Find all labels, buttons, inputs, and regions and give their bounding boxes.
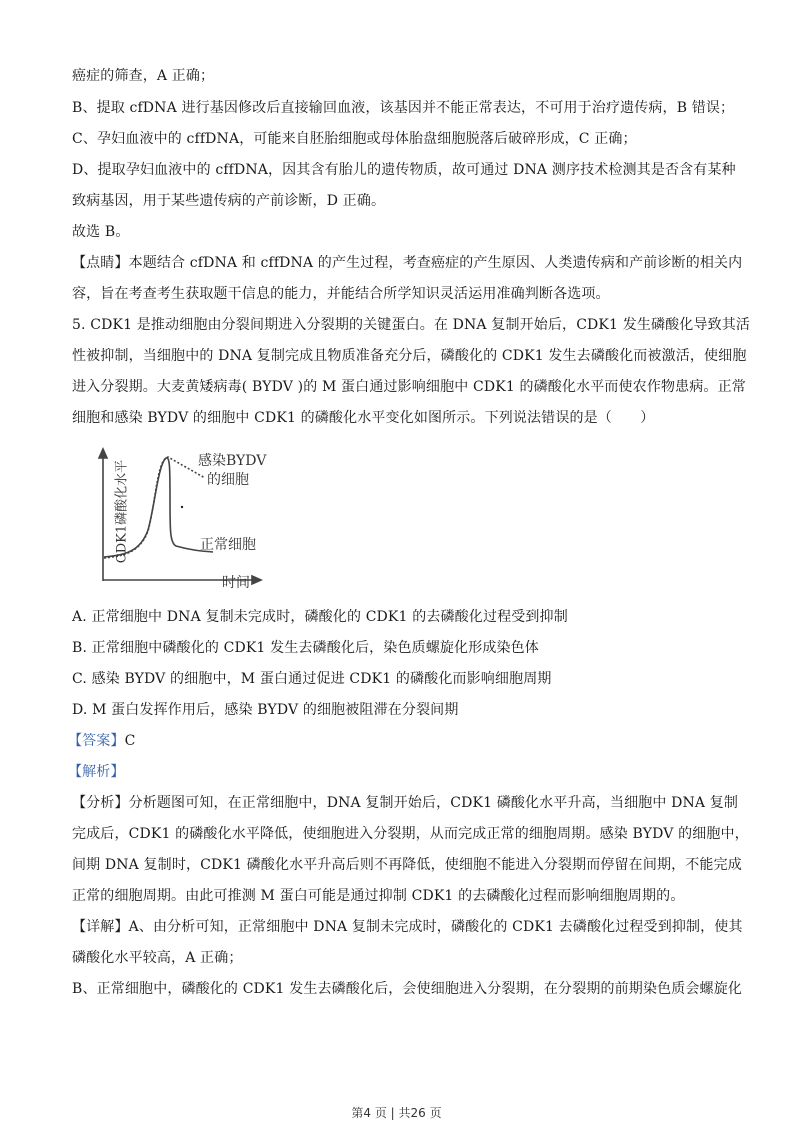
text-line: B、提取 cfDNA 进行基因修改后直接输回血液，该基因并不能正常表达，不可用于治疗遗传病，B 错误； bbox=[72, 100, 735, 116]
option-b: B. 正常细胞中磷酸化的 CDK1 发生去磷酸化后，染色质螺旋化形成染色体 bbox=[72, 640, 539, 656]
option-c: C. 感染 BYDV 的细胞中，M 蛋白通过促进 CDK1 的磷酸化而影响细胞周期 bbox=[72, 671, 552, 687]
y-axis-arrow bbox=[99, 449, 107, 458]
question-stem-line: 性被抑制，当细胞中的 DNA 复制完成且物质准备充分后，磷酸化的 CDK1 发生去磷酸化而被激活，使细胞 bbox=[72, 348, 747, 364]
text-line: 【详解】A、由分析可知，正常细胞中 DNA 复制未完成时，磷酸化的 CDK1 去磷酸化过程受到抑制，使其 bbox=[72, 919, 743, 935]
option-a: A. 正常细胞中 DNA 复制未完成时，磷酸化的 CDK1 的去磷酸化过程受到抑制 bbox=[72, 609, 568, 625]
answer-label: 【答案】 bbox=[68, 733, 125, 749]
text-line: 【分析】分析题图可知，在正常细胞中，DNA 复制开始后，CDK1 磷酸化水平升高，当细胞中 DNA 复制 bbox=[72, 795, 739, 811]
text-line: 癌症的筛查，A 正确； bbox=[72, 68, 215, 84]
x-axis-label: 时间 bbox=[222, 575, 250, 591]
question-stem-line: 5. CDK1 是推动细胞由分裂间期进入分裂期的关键蛋白。在 DNA 复制开始后，CDK1 发生磷酸化导致其活 bbox=[72, 317, 751, 333]
text-line: B、正常细胞中，磷酸化的 CDK1 发生去磷酸化后，会使细胞进入分裂期，在分裂期的前期染色质会螺旋化 bbox=[72, 981, 742, 997]
text-line: 磷酸化水平较高，A 正确； bbox=[72, 950, 243, 966]
text-line: 完成后，CDK1 的磷酸化水平降低，使细胞进入分裂期，从而完成正常的细胞周期。感染 BYDV 的细胞中， bbox=[72, 826, 749, 842]
infected-label: 感染BYDV bbox=[198, 453, 267, 469]
analysis-heading: 【解析】 bbox=[68, 764, 125, 780]
option-d: D. M 蛋白发挥作用后，感染 BYDV 的细胞被阻滞在分裂间期 bbox=[72, 702, 459, 718]
stray-dot bbox=[181, 506, 183, 508]
answer-value: C bbox=[124, 733, 136, 749]
text-line: 间期 DNA 复制时，CDK1 磷酸化水平升高后则不再降低，使细胞不能进入分裂期而停留在间期，不能完成 bbox=[72, 857, 742, 873]
answer-line bbox=[68, 732, 135, 750]
page-footer: 第4 页 | 共26 页 bbox=[351, 1106, 442, 1120]
text-line: 致病基因，用于某些遗传病的产前诊断，D 正确。 bbox=[72, 193, 386, 209]
text-line: C、孕妇血液中的 cffDNA，可能来自胚胎细胞或母体胎盘细胞脱落后破碎形成，C 正确； bbox=[72, 131, 637, 147]
x-axis-arrow bbox=[252, 576, 261, 584]
text-line: 容，旨在考查考生获取题干信息的能力，并能结合所学知识灵活运用准确判断各选项。 bbox=[72, 286, 610, 302]
text-line: 【点睛】本题结合 cfDNA 和 cffDNA 的产生过程，考查癌症的产生原因、人类遗传病和产前诊断的相关内 bbox=[72, 255, 743, 271]
question-stem-line: 细胞和感染 BYDV 的细胞中 CDK1 的磷酸化水平变化如图所示。下列说法错误的是（ ） bbox=[72, 410, 655, 426]
infected-label-2: 的细胞 bbox=[207, 472, 249, 488]
text-line: 正常的细胞周期。由此可推测 M 蛋白可能是通过抑制 CDK1 的去磷酸化过程而影响细胞周期的。 bbox=[72, 888, 685, 904]
question-stem-line: 进入分裂期。大麦黄矮病毒( BYDV )的 M 蛋白通过影响细胞中 CDK1 的磷酸化水平而使农作物患病。正常 bbox=[72, 379, 746, 395]
text-line: D、提取孕妇血液中的 cffDNA，因其含有胎儿的遗传物质，故可通过 DNA 测序技术检测其是否含有某种 bbox=[72, 162, 736, 178]
y-axis-label: CDK1磷酸化水平 bbox=[114, 459, 130, 564]
normal-label: 正常细胞 bbox=[200, 537, 256, 553]
text-line: 故选 B。 bbox=[72, 224, 130, 240]
